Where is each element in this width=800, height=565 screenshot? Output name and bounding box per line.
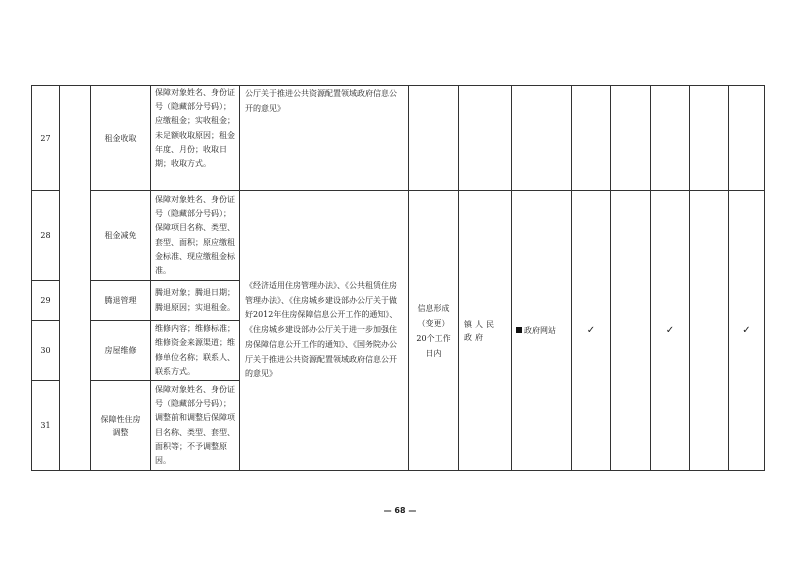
row-number: 31	[32, 381, 60, 471]
table-row	[32, 191, 765, 281]
category-cell	[60, 86, 91, 471]
check-cell: ✓	[572, 191, 611, 471]
empty-cell	[690, 86, 729, 191]
time-limit-cell: 信息形成（变更）20个工作日内	[409, 191, 459, 471]
empty-cell	[690, 191, 729, 471]
table-row	[32, 86, 765, 191]
item-content: 保障对象姓名、身份证号（隐藏部分号码）；应缴租金；实收租金；未足额收取原因；租金年度、月份；收取日期；收取方式。	[151, 86, 240, 191]
disclosure-table	[31, 85, 765, 471]
item-name: 租金收取	[91, 86, 151, 191]
channel-cell	[512, 191, 572, 471]
page-number: — 68 —	[383, 506, 417, 515]
row-number: 27	[32, 86, 60, 191]
basis-cell: 《经济适用住房管理办法》、《公共租赁住房管理办法》、《住房城乡建设部办公厅关于做好2012年住房保障信息公开工作的通知》、《住房城乡建设部办公厅关于进一步加强住房保障信息公开工作的通知》、《国务院办公厅关于推进公共资源配置领域政府信息公开的意见》	[240, 191, 409, 471]
row-number: 30	[32, 321, 60, 381]
subject-cell-top	[459, 86, 512, 191]
item-content: 腾退对象；腾退日期；腾退原因；实退租金。	[151, 281, 240, 321]
item-name: 房屋维修	[91, 321, 151, 381]
item-content: 维修内容；维修标准；维修资金来源渠道；维修单位名称；联系人、联系方式。	[151, 321, 240, 381]
time-cell-top	[409, 86, 459, 191]
item-name: 租金减免	[91, 191, 151, 281]
item-name: 保障性住房调整	[91, 381, 151, 471]
row-number: 29	[32, 281, 60, 321]
check-cell: ✓	[651, 191, 690, 471]
channel-cell-top	[512, 86, 572, 191]
check-cell: ✓	[729, 191, 765, 471]
empty-cell	[611, 86, 651, 191]
channel-text: 政府网站	[524, 326, 556, 335]
row-number: 28	[32, 191, 60, 281]
item-content: 保障对象姓名、身份证号（隐藏部分号码）；保障项目名称、类型、套型、面积；原应缴租金标准、现应缴租金标准。	[151, 191, 240, 281]
empty-cell	[651, 86, 690, 191]
empty-cell	[611, 191, 651, 471]
item-name: 腾退管理	[91, 281, 151, 321]
subject-cell: 镇人民政府	[459, 191, 512, 471]
square-bullet-icon	[516, 327, 522, 333]
basis-top-cell: 公厅关于推进公共资源配置领域政府信息公开的意见》	[240, 86, 409, 191]
empty-cell	[572, 86, 611, 191]
empty-cell	[729, 86, 765, 191]
item-content: 保障对象姓名、身份证号（隐藏部分号码）；调整前和调整后保障项目名称、类型、套型、面积等；不予调整原因。	[151, 381, 240, 471]
